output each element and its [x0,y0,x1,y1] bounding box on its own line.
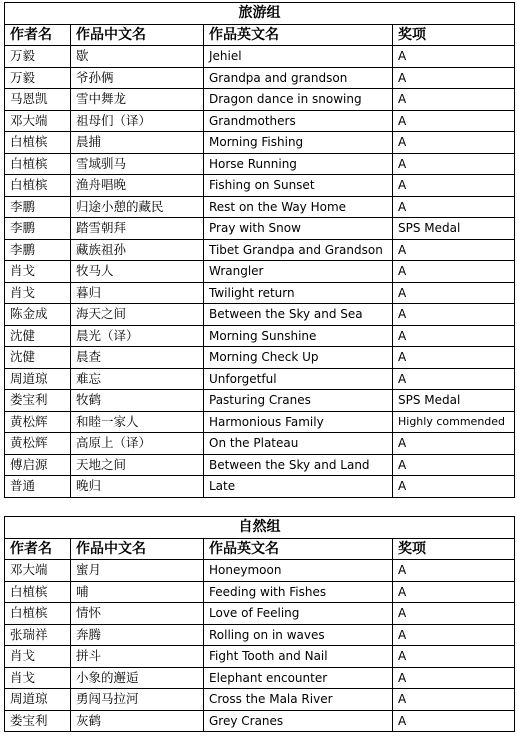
cell-author: 傅启源 [5,454,71,476]
cell-chinese-title: 晚归 [71,476,204,498]
cell-chinese-title: 踏雪朝拜 [71,218,204,240]
cell-award: A [393,603,515,625]
cell-author: 马恩凯 [5,89,71,111]
cell-chinese-title: 情怀 [71,603,204,625]
cell-award: A [393,304,515,326]
table-row [5,710,515,732]
cell-author: 肖戈 [5,667,71,689]
cell-english-title: Grey Cranes [204,710,393,732]
cell-award: A [393,89,515,111]
cell-chinese-title: 蜜月 [71,560,204,582]
header-award: 奖项 [393,538,515,560]
cell-author: 白植槟 [5,603,71,625]
cell-author: 沈健 [5,325,71,347]
cell-chinese-title: 哺 [71,581,204,603]
cell-award: SPS Medal [393,390,515,412]
table-row [5,454,515,476]
header-chinese-title: 作品中文名 [71,24,204,46]
cell-author: 周道琼 [5,689,71,711]
cell-english-title: Feeding with Fishes [204,581,393,603]
cell-author: 黄松辉 [5,411,71,433]
cell-chinese-title: 和睦一家人 [71,411,204,433]
cell-english-title: Unforgetful [204,368,393,390]
table-title-row [5,3,515,25]
table-row [5,560,515,582]
cell-english-title: Rolling on in waves [204,624,393,646]
cell-award: A [393,325,515,347]
table-row [5,196,515,218]
cell-english-title: Grandpa and grandson [204,67,393,89]
header-author: 作者名 [5,538,71,560]
cell-chinese-title: 暮归 [71,282,204,304]
cell-english-title: Dragon dance in snowing [204,89,393,111]
table-row [5,304,515,326]
cell-author: 邓大端 [5,110,71,132]
header-english-title: 作品英文名 [204,538,393,560]
cell-english-title: Between the Sky and Sea [204,304,393,326]
table-row [5,646,515,668]
cell-english-title: Wrangler [204,261,393,283]
cell-chinese-title: 晨捕 [71,132,204,154]
cell-chinese-title: 牧马人 [71,261,204,283]
cell-english-title: Fishing on Sunset [204,175,393,197]
cell-chinese-title: 奔腾 [71,624,204,646]
table-row [5,624,515,646]
cell-award: A [393,581,515,603]
cell-author: 白植槟 [5,581,71,603]
cell-author: 娄宝利 [5,390,71,412]
table-row [5,261,515,283]
table-row [5,347,515,369]
table-row [5,325,515,347]
table-row [5,153,515,175]
cell-english-title: Tibet Grandpa and Grandson [204,239,393,261]
cell-award: A [393,454,515,476]
cell-award: A [393,347,515,369]
cell-chinese-title: 歇 [71,46,204,68]
table-header-row [5,24,515,46]
cell-author: 普通 [5,476,71,498]
cell-author: 沈健 [5,347,71,369]
cell-chinese-title: 拼斗 [71,646,204,668]
cell-english-title: Rest on the Way Home [204,196,393,218]
table-row [5,476,515,498]
cell-award: A [393,261,515,283]
cell-award: A [393,175,515,197]
cell-author: 肖戈 [5,282,71,304]
cell-chinese-title: 天地之间 [71,454,204,476]
table-row [5,667,515,689]
table-row [5,132,515,154]
cell-author: 肖戈 [5,261,71,283]
table-row [5,390,515,412]
cell-author: 肖戈 [5,646,71,668]
cell-award: A [393,282,515,304]
table-row [5,581,515,603]
cell-english-title: Elephant encounter [204,667,393,689]
cell-author: 黄松辉 [5,433,71,455]
cell-english-title: Honeymoon [204,560,393,582]
header-author: 作者名 [5,24,71,46]
cell-chinese-title: 雪域驯马 [71,153,204,175]
cell-author: 周道琼 [5,368,71,390]
cell-english-title: Horse Running [204,153,393,175]
table-row [5,175,515,197]
cell-chinese-title: 牧鹤 [71,390,204,412]
cell-author: 万毅 [5,46,71,68]
cell-award: A [393,667,515,689]
table-row [5,433,515,455]
table-row [5,603,515,625]
cell-author: 李鹏 [5,196,71,218]
cell-chinese-title: 晨光（译） [71,325,204,347]
header-english-title: 作品英文名 [204,24,393,46]
cell-award: Highly commended [393,411,515,433]
nature-group-table [4,516,515,732]
cell-award: A [393,368,515,390]
cell-award: A [393,689,515,711]
table-row [5,689,515,711]
cell-english-title: Pray with Snow [204,218,393,240]
table-row [5,67,515,89]
cell-chinese-title: 灰鹤 [71,710,204,732]
cell-english-title: Fight Tooth and Nail [204,646,393,668]
cell-chinese-title: 爷孙俩 [71,67,204,89]
cell-english-title: Cross the Mala River [204,689,393,711]
cell-chinese-title: 难忘 [71,368,204,390]
cell-english-title: Morning Fishing [204,132,393,154]
cell-english-title: Morning Sunshine [204,325,393,347]
header-award: 奖项 [393,24,515,46]
cell-english-title: Twilight return [204,282,393,304]
table-row [5,368,515,390]
cell-chinese-title: 海天之间 [71,304,204,326]
table-row [5,218,515,240]
cell-author: 万毅 [5,67,71,89]
table-row [5,110,515,132]
cell-author: 白植槟 [5,175,71,197]
travel-group-table [4,2,515,498]
header-chinese-title: 作品中文名 [71,538,204,560]
cell-chinese-title: 晨查 [71,347,204,369]
cell-award: A [393,67,515,89]
cell-chinese-title: 高原上（译） [71,433,204,455]
table-header-row [5,538,515,560]
cell-award: SPS Medal [393,218,515,240]
cell-english-title: Harmonious Family [204,411,393,433]
cell-english-title: Grandmothers [204,110,393,132]
cell-award: A [393,196,515,218]
cell-english-title: Pasturing Cranes [204,390,393,412]
cell-author: 白植槟 [5,153,71,175]
table-title-row [5,517,515,539]
table-row [5,239,515,261]
cell-award: A [393,476,515,498]
cell-award: A [393,433,515,455]
cell-award: A [393,710,515,732]
cell-award: A [393,624,515,646]
cell-award: A [393,153,515,175]
cell-author: 娄宝利 [5,710,71,732]
cell-author: 李鹏 [5,218,71,240]
cell-award: A [393,646,515,668]
cell-chinese-title: 小象的邂逅 [71,667,204,689]
cell-author: 李鹏 [5,239,71,261]
cell-english-title: Morning Check Up [204,347,393,369]
cell-chinese-title: 藏族祖孙 [71,239,204,261]
cell-chinese-title: 渔舟唱晚 [71,175,204,197]
cell-author: 白植槟 [5,132,71,154]
table-row [5,89,515,111]
cell-english-title: On the Plateau [204,433,393,455]
cell-chinese-title: 勇闯马拉河 [71,689,204,711]
cell-english-title: Jehiel [204,46,393,68]
cell-author: 张瑞祥 [5,624,71,646]
cell-english-title: Between the Sky and Land [204,454,393,476]
table-row [5,46,515,68]
cell-english-title: Late [204,476,393,498]
cell-award: A [393,132,515,154]
cell-author: 邓大端 [5,560,71,582]
cell-award: A [393,239,515,261]
cell-award: A [393,560,515,582]
group-title: 旅游组 [5,3,515,25]
cell-award: A [393,46,515,68]
table-row [5,411,515,433]
cell-award: A [393,110,515,132]
cell-english-title: Love of Feeling [204,603,393,625]
cell-author: 陈金成 [5,304,71,326]
group-title: 自然组 [5,517,515,539]
cell-chinese-title: 雪中舞龙 [71,89,204,111]
cell-chinese-title: 归途小憩的藏民 [71,196,204,218]
cell-chinese-title: 祖母们（译） [71,110,204,132]
table-row [5,282,515,304]
